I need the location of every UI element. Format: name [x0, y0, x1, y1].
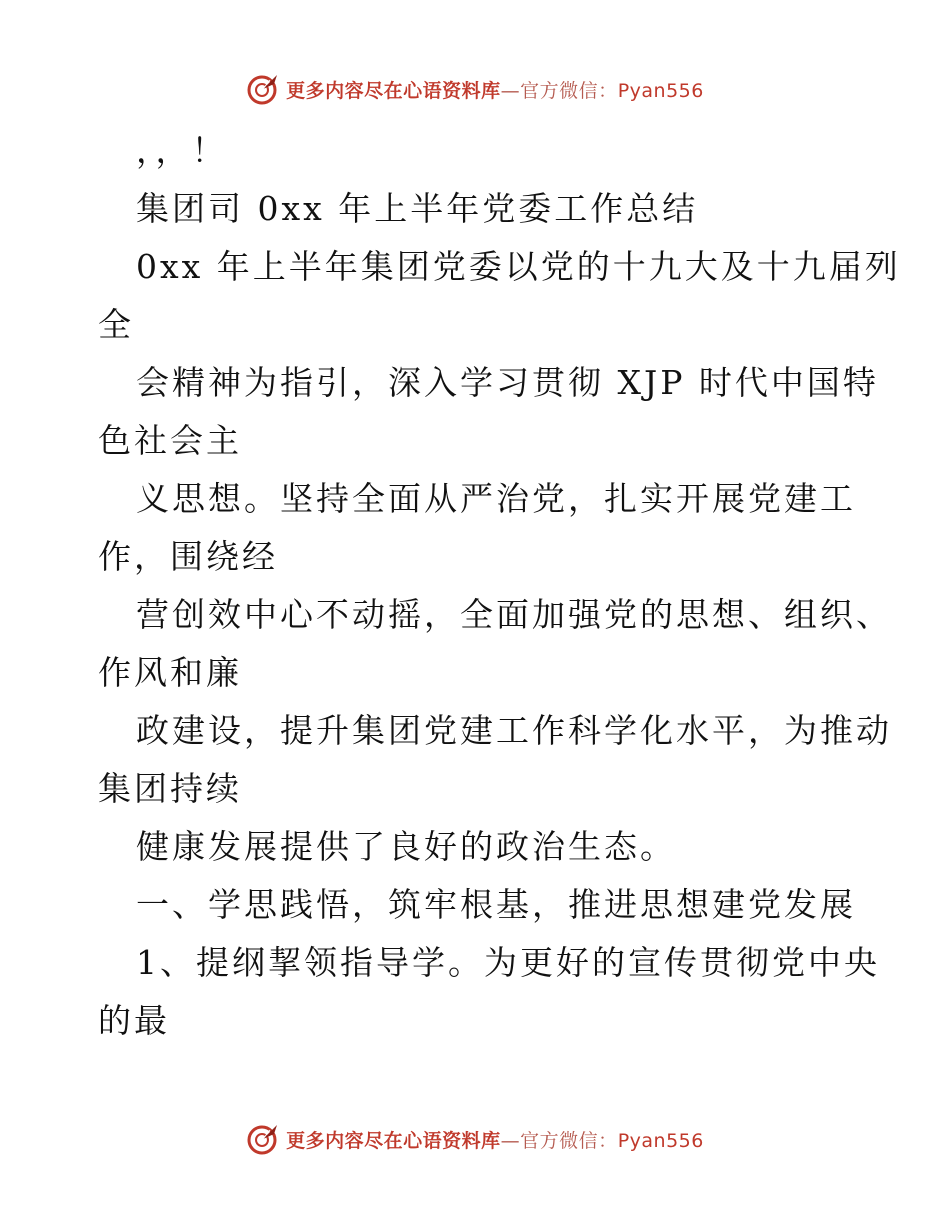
document-line: 一、学思践悟，筑牢根基，推进思想建党发展: [136, 885, 856, 924]
document-line: 色社会主: [98, 421, 242, 460]
watermark-wechat-id: Pyan556: [617, 1129, 704, 1152]
watermark-brand: 更多内容尽在心语资料库: [286, 79, 501, 102]
document-line: 0xx 年上半年集团党委以党的十九大及十九届列: [136, 247, 901, 286]
quill-pen-circle-icon: [246, 72, 280, 106]
document-line: 健康发展提供了良好的政治生态。: [136, 827, 676, 866]
watermark-wechat-id: Pyan556: [617, 79, 704, 102]
document-line: 集团司 0xx 年上半年党委工作总结: [136, 189, 699, 228]
document-line: 的最: [98, 1001, 170, 1040]
watermark-dash: —: [500, 1129, 521, 1152]
watermark-label: 官方微信：: [520, 1129, 618, 1152]
watermark-label: 官方微信：: [520, 79, 618, 102]
watermark-dash: —: [500, 79, 521, 102]
document-line: 营创效中心不动摇，全面加强党的思想、组织、: [136, 595, 892, 634]
document-line: 政建设，提升集团党建工作科学化水平，为推动: [136, 711, 892, 750]
document-line: 集团持续: [98, 769, 242, 808]
document-body: [98, 122, 901, 1050]
header-watermark: [0, 72, 950, 106]
document-line: 作风和廉: [98, 653, 242, 692]
document-line: 1、提纲挈领指导学。为更好的宣传贯彻党中央: [136, 943, 880, 982]
document-line: ，，！: [136, 131, 228, 170]
watermark-text: [286, 76, 704, 103]
watermark-text: [286, 1126, 704, 1153]
document-line: 义思想。坚持全面从严治党，扎实开展党建工: [136, 479, 856, 518]
quill-pen-circle-icon: [246, 1122, 280, 1156]
document-line: 作，围绕经: [98, 537, 278, 576]
document-line: 全: [98, 305, 134, 344]
footer-watermark: [0, 1122, 950, 1156]
document-line: 会精神为指引，深入学习贯彻 XJP 时代中国特: [136, 363, 879, 402]
watermark-brand: 更多内容尽在心语资料库: [286, 1129, 501, 1152]
